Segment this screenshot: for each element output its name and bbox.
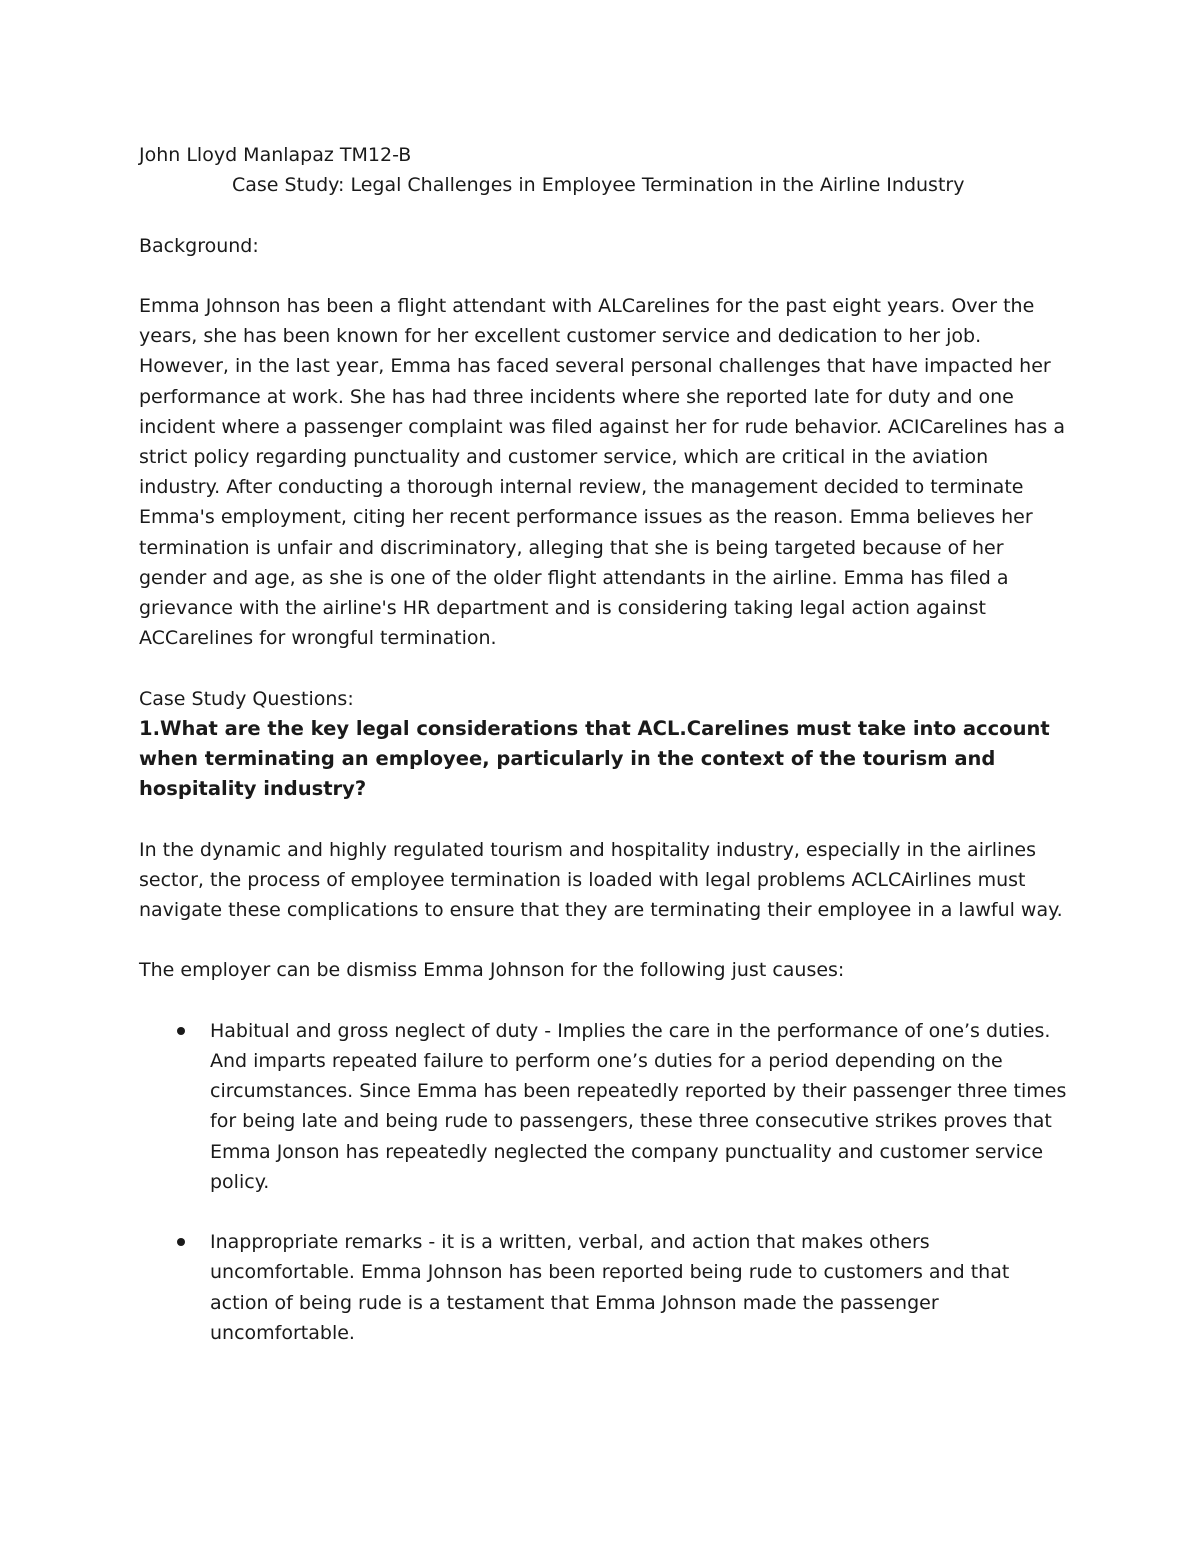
list-item (139, 1227, 1069, 1348)
spacer (139, 925, 1069, 955)
answer-intro-paragraph: In the dynamic and highly regulated tourism and hospitality industry, especially in the airlines sector, the process of employee termination is loaded with legal problems ACLCAirlines must navigate these complications to ensure that they are terminating their employee in a lawful way. (139, 838, 1063, 922)
list-item-text: Habitual and gross neglect of duty - Implies the care in the performance of one’s duties. And imparts repeated failure to perform one’s duties for a period depending on the circumstances. Since Emma has been repeatedly reported by their passenger three times for being late and being rude to passengers, these three consecutive strikes proves that Emma Jonson has repeatedly neglected the company punctuality and customer service policy. (210, 1019, 1067, 1193)
spacer (139, 804, 1069, 834)
spacer (139, 261, 1069, 291)
question-1: 1.What are the key legal considerations that ACL.Carelines must take into account when terminating an employee, particularly in the context of the tourism and hospitality industry? (139, 716, 1050, 801)
background-paragraph: Emma Johnson has been a flight attendant with ALCarelines for the past eight years. Over the years, she has been known for her excellent customer service and dedication to her job. However, in the last year, Emma has faced several personal challenges that have impacted her performance at work. She has had three incidents where she reported late for duty and one incident where a passenger complaint was filed against her for rude behavior. ACICarelines has a strict policy regarding punctuality and customer service, which are critical in the aviation industry. After conducting a thorough internal review, the management decided to terminate Emma's employment, citing her recent performance issues as the reason. Emma believes her termination is unfair and discriminatory, alleging that she is being targeted because of her gender and age, as she is one of the older flight attendants in the airline. Emma has filed a grievance with the airline's HR department and is considering taking legal action against ACCarelines for wrongful termination. (139, 294, 1065, 650)
document-body (139, 140, 1069, 1348)
author-line: John Lloyd Manlapaz TM12-B (139, 144, 412, 166)
questions-heading: Case Study Questions: (139, 687, 354, 710)
just-causes-list (139, 1016, 1069, 1348)
list-item (139, 1016, 1069, 1197)
list-item-text: Inappropriate remarks - it is a written, verbal, and action that makes others uncomfortable. Emma Johnson has been reported being rude to customers and that action of being rude is a testament that Emma Johnson made the passenger uncomfortable. (210, 1231, 1010, 1344)
spacer (139, 986, 1069, 1016)
bullet-icon (177, 1238, 185, 1246)
spacer (139, 200, 1069, 230)
background-heading: Background: (139, 234, 259, 257)
just-causes-intro: The employer can be dismiss Emma Johnson for the following just causes: (139, 959, 845, 982)
document-title: Case Study: Legal Challenges in Employee Termination in the Airline Industry (232, 174, 965, 197)
spacer (139, 1197, 1069, 1227)
spacer (139, 653, 1069, 683)
bullet-icon (177, 1027, 185, 1035)
